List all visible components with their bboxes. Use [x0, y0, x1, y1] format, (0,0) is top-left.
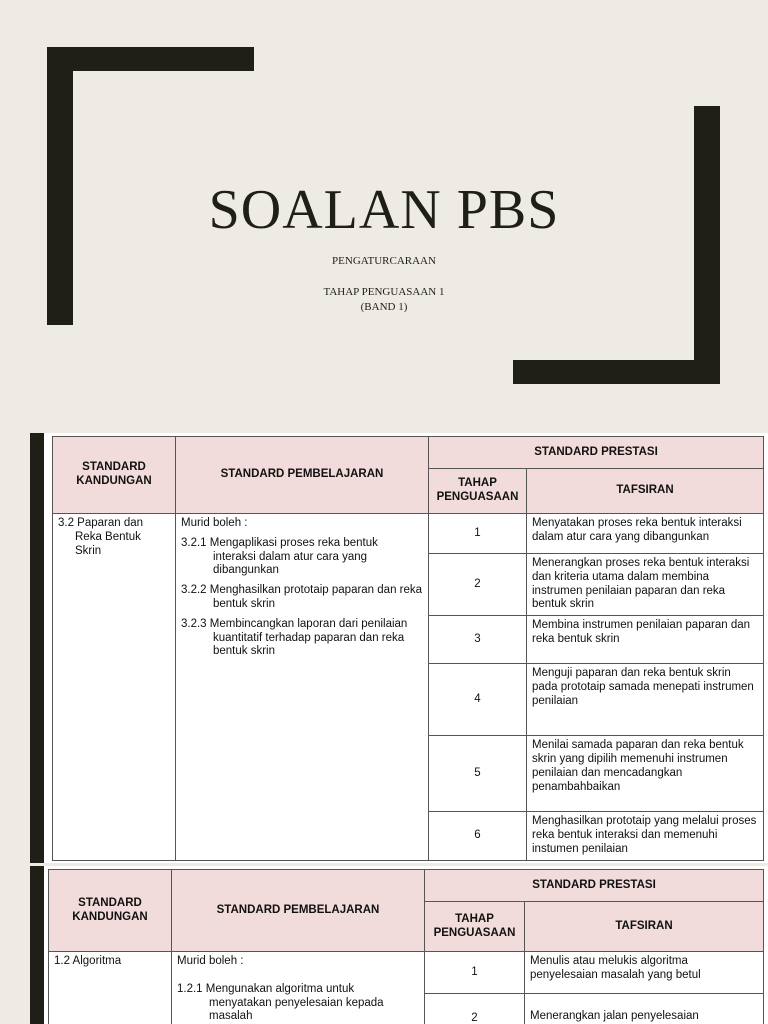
tafsiran-cell: Menguji paparan dan reka bentuk skrin pada prototaip samada menepati instrumen penilaian [527, 664, 764, 736]
tafsiran-cell: Membina instrumen penilaian paparan dan reka bentuk skrin [527, 616, 764, 664]
tafsiran-cell: Menulis atau melukis algoritma penyelesaian masalah yang betul [525, 952, 764, 994]
title-slide [0, 0, 768, 415]
header-tahap-penguasaan: TAHAP PENGUASAAN [425, 902, 525, 952]
frame-top-left-horizontal [47, 47, 254, 71]
slide-level-line1: TAHAP PENGUASAAN 1 [323, 286, 445, 298]
tafsiran-cell: Menerangkan jalan penyelesaian [525, 994, 764, 1024]
tahap-cell: 2 [425, 994, 525, 1024]
slide-subtitle: PENGATURCARAAN [332, 255, 436, 267]
slide-level-line2: (BAND 1) [360, 301, 408, 313]
header-tahap-penguasaan: TAHAP PENGUASAAN [429, 469, 527, 514]
header-standard-pembelajaran: STANDARD PEMBELAJARAN [172, 870, 425, 952]
header-standard-kandungan: STANDARD KANDUNGAN [49, 870, 172, 952]
tahap-cell: 4 [429, 664, 527, 736]
header-standard-prestasi: STANDARD PRESTASI [429, 437, 764, 469]
tafsiran-cell: Menerangkan proses reka bentuk interaksi dan kriteria utama dalam membina instrumen penilaian paparan dan reka bentuk skrin [527, 554, 764, 616]
document-page-2 [30, 866, 768, 1024]
header-standard-kandungan: STANDARD KANDUNGAN [53, 437, 176, 514]
header-standard-pembelajaran: STANDARD PEMBELAJARAN [176, 437, 429, 514]
pembelajaran-item: 3.2.2 Menghasilkan prototaip paparan dan reka bentuk skrin [181, 584, 423, 610]
kandungan-text: 1.2 Algoritma [54, 955, 122, 967]
cell-kandungan [53, 514, 176, 861]
document-page-1 [30, 433, 768, 863]
pembelajaran-item: 1.2.1 Mengunakan algoritma untuk menyatakan penyelesaian kepada masalah [177, 982, 384, 1023]
standard-table-2 [48, 869, 764, 1024]
pembelajaran-intro: Murid boleh : [181, 517, 248, 529]
slide-title: SOALAN PBS [208, 179, 560, 241]
tahap-cell: 3 [429, 616, 527, 664]
cell-kandungan [49, 952, 172, 1024]
tafsiran-cell: Menyatakan proses reka bentuk interaksi dalam atur cara yang dibangunkan [527, 514, 764, 554]
tafsiran-cell: Menghasilkan prototaip yang melalui proses reka bentuk interaksi dan memenuhi instumen penilaian [527, 812, 764, 860]
pembelajaran-item: 3.2.3 Membincangkan laporan dari penilaian kuantitatif terhadap paparan dan reka bentuk skrin [181, 617, 408, 658]
tahap-cell: 1 [429, 514, 527, 554]
kandungan-text: 3.2 Paparan dan Reka Bentuk Skrin [58, 517, 144, 557]
header-standard-prestasi: STANDARD PRESTASI [425, 870, 764, 902]
cell-pembelajaran [172, 952, 425, 1024]
tahap-cell: 6 [429, 812, 527, 860]
tahap-cell: 5 [429, 736, 527, 812]
cell-pembelajaran [176, 514, 429, 861]
frame-bottom-right-horizontal [513, 360, 720, 384]
standard-table-1 [52, 436, 764, 861]
header-tafsiran: TAFSIRAN [527, 469, 764, 514]
pembelajaran-item: 3.2.1 Mengaplikasi proses reka bentuk interaksi dalam atur cara yang dibangunkan [181, 536, 378, 577]
header-tafsiran: TAFSIRAN [525, 902, 764, 952]
pembelajaran-intro: Murid boleh : [177, 955, 244, 967]
tahap-cell: 1 [425, 952, 525, 994]
tahap-cell: 2 [429, 554, 527, 616]
tafsiran-cell: Menilai samada paparan dan reka bentuk skrin yang dipilih memenuhi instrumen penilaian dan mencadangkan penambahbaikan [527, 736, 764, 812]
frame-bottom-right-vertical [694, 106, 720, 384]
